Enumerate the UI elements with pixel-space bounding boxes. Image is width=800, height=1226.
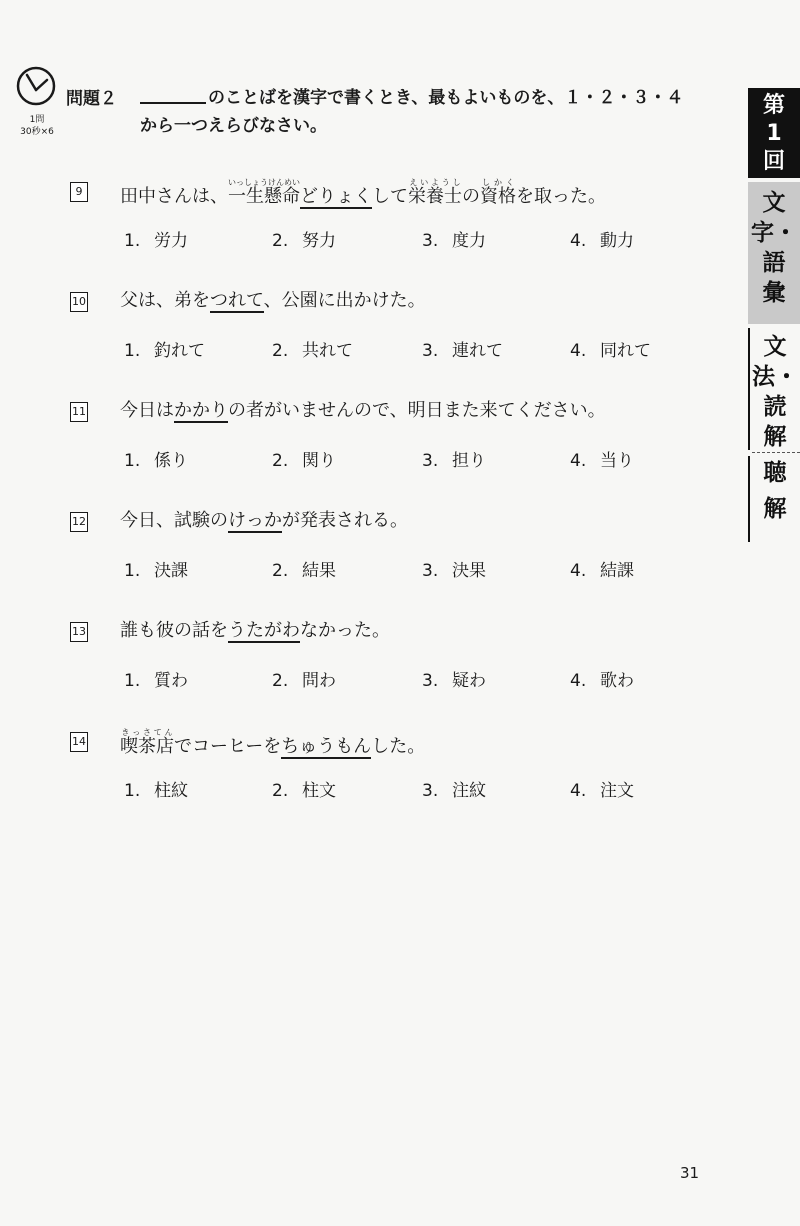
option[interactable]	[422, 666, 486, 691]
option-number: 4.	[570, 671, 587, 691]
option[interactable]	[422, 556, 486, 581]
furigana: いっしょうけんめい	[228, 178, 300, 187]
text: の	[462, 186, 480, 207]
option-text: 関り	[302, 451, 336, 471]
target-word: ちゅうもん	[281, 736, 372, 757]
option-number: 1.	[124, 671, 141, 691]
target-word: どりょく	[300, 186, 372, 207]
text: 栄養士	[408, 186, 462, 207]
option-text: 疑わ	[452, 671, 486, 691]
question-number: 14	[70, 732, 88, 752]
option-text: 問わ	[302, 671, 336, 691]
option-text: 努力	[302, 231, 336, 251]
furigana: えいようし	[408, 178, 462, 187]
option[interactable]	[272, 336, 353, 361]
option-number: 3.	[422, 231, 439, 251]
option[interactable]	[570, 336, 651, 361]
tab-text: 解	[763, 424, 787, 450]
tab-text: 解	[763, 496, 787, 522]
text: 誰も彼の話を	[120, 620, 228, 641]
option[interactable]	[422, 336, 503, 361]
option-number: 3.	[422, 561, 439, 581]
question-number: 12	[70, 512, 88, 532]
furigana: しかく	[480, 178, 516, 187]
text: して	[372, 186, 408, 207]
question-number: 9	[70, 182, 88, 202]
text: なかった。	[300, 620, 390, 641]
target-word: うたがわ	[228, 620, 300, 641]
option-number: 1.	[124, 781, 141, 801]
option-number: 3.	[422, 781, 439, 801]
option-number: 4.	[570, 451, 587, 471]
option[interactable]	[570, 226, 634, 251]
text: した。	[371, 736, 426, 757]
option-number: 4.	[570, 341, 587, 361]
ruby-word	[120, 728, 174, 757]
option-text: 当り	[600, 451, 634, 471]
instruction-line2: から一つえらびなさい。	[140, 116, 327, 136]
option-text: 釣れて	[154, 341, 205, 361]
tab-text: 回	[762, 149, 785, 174]
text: 、公園に出かけた。	[263, 290, 426, 311]
text: 父は、弟を	[120, 290, 210, 311]
option-text: 係り	[154, 451, 188, 471]
option[interactable]	[124, 666, 188, 691]
question-text	[120, 618, 390, 644]
option[interactable]	[272, 666, 336, 691]
option[interactable]	[272, 446, 336, 471]
question-number: 13	[70, 622, 88, 642]
text: 喫茶店	[120, 736, 174, 757]
option[interactable]	[124, 556, 188, 581]
tab-text: 文	[762, 190, 786, 216]
option-number: 1.	[124, 341, 141, 361]
option-text: 柱文	[302, 781, 336, 801]
option-text: 度力	[452, 231, 486, 251]
option[interactable]	[124, 776, 188, 801]
option-number: 3.	[422, 451, 439, 471]
option-number: 4.	[570, 231, 587, 251]
problem-label: 問題２	[66, 89, 117, 109]
instruction	[140, 84, 720, 140]
target-word: つれて	[210, 290, 264, 311]
option-number: 2.	[272, 671, 289, 691]
option-text: 注紋	[452, 781, 486, 801]
page-number: 31	[680, 1164, 700, 1182]
option-text: 歌わ	[600, 671, 634, 691]
option[interactable]	[570, 776, 634, 801]
furigana: きっさてん	[120, 728, 174, 737]
ruby-word	[480, 178, 516, 207]
option-text: 結課	[600, 561, 634, 581]
option[interactable]	[570, 556, 634, 581]
question-text	[120, 508, 408, 534]
option-text: 柱紋	[154, 781, 188, 801]
option-text: 労力	[154, 231, 188, 251]
option-text: 連れて	[452, 341, 503, 361]
option-text: 決課	[154, 561, 188, 581]
option-number: 2.	[272, 341, 289, 361]
text: 資格	[480, 186, 516, 207]
instruction-line1: のことばを漢字で書くとき、最もよいものを、１・２・３・４	[208, 88, 684, 108]
option-number: 4.	[570, 561, 587, 581]
tab-text: 彙	[762, 280, 786, 306]
option[interactable]	[124, 226, 188, 251]
option[interactable]	[422, 776, 486, 801]
target-word: かかり	[174, 400, 228, 421]
underline-blank	[140, 84, 206, 104]
tab-divider	[752, 452, 800, 453]
tab-text: 語	[762, 250, 786, 276]
time-per-question: 1問	[29, 115, 45, 125]
option-text: 共れて	[302, 341, 353, 361]
tab-text: 1	[766, 121, 782, 146]
text: を取った。	[516, 186, 606, 207]
option-text: 結果	[302, 561, 336, 581]
time-total: 30秒×6	[20, 127, 54, 137]
option-number: 3.	[422, 671, 439, 691]
text: 今日、試験の	[120, 510, 228, 531]
side-tab-grammar-reading	[748, 328, 800, 450]
option-text: 動力	[600, 231, 634, 251]
option-number: 2.	[272, 231, 289, 251]
question-text	[120, 178, 606, 210]
option-number: 2.	[272, 781, 289, 801]
text: 一生懸命	[228, 186, 300, 207]
tab-text: 読	[763, 394, 787, 420]
option[interactable]	[422, 226, 486, 251]
question-number: 10	[70, 292, 88, 312]
option[interactable]	[570, 446, 634, 471]
text: 今日は	[120, 400, 174, 421]
time-allowance	[14, 114, 60, 138]
ruby-word	[228, 178, 300, 207]
option-text: 担り	[452, 451, 486, 471]
option[interactable]	[272, 776, 336, 801]
text: が発表される。	[282, 510, 408, 531]
option[interactable]	[422, 446, 486, 471]
option-text: 決果	[452, 561, 486, 581]
question-text	[120, 398, 606, 424]
option-number: 1.	[124, 451, 141, 471]
tab-text: 法・	[752, 364, 798, 390]
question-text	[120, 288, 426, 314]
option[interactable]	[272, 226, 336, 251]
option-number: 1.	[124, 561, 141, 581]
option[interactable]	[570, 666, 634, 691]
option-text: 注文	[600, 781, 634, 801]
option-number: 3.	[422, 341, 439, 361]
tab-text: 字・	[751, 220, 797, 246]
option-number: 2.	[272, 451, 289, 471]
text: 田中さんは、	[120, 186, 228, 207]
question-number: 11	[70, 402, 88, 422]
tab-text: 第	[762, 93, 785, 118]
option-text: 同れて	[600, 341, 651, 361]
target-word: けっか	[228, 510, 282, 531]
option[interactable]	[124, 446, 188, 471]
option[interactable]	[124, 336, 205, 361]
clock-icon	[16, 66, 56, 106]
option-number: 2.	[272, 561, 289, 581]
side-tab-round	[748, 88, 800, 178]
option-number: 1.	[124, 231, 141, 251]
question-text	[120, 728, 425, 760]
text: の者がいませんので、明日また来てください。	[228, 400, 606, 421]
option-text: 質わ	[154, 671, 188, 691]
option-number: 4.	[570, 781, 587, 801]
option[interactable]	[272, 556, 336, 581]
side-tab-vocabulary	[748, 182, 800, 324]
side-tab-listening	[748, 456, 800, 542]
ruby-word	[408, 178, 462, 207]
tab-text: 文	[763, 334, 787, 360]
tab-text: 聴	[763, 460, 787, 486]
text: でコーヒーを	[174, 736, 282, 757]
